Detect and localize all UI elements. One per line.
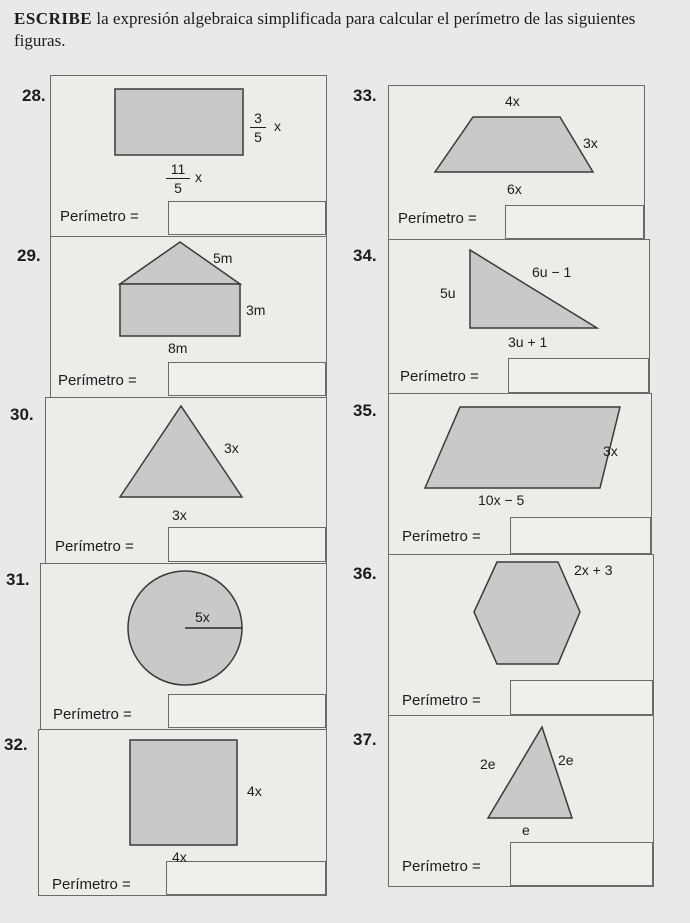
exercise-36-number: 36. [353, 564, 377, 583]
instruction-rest: la expresión algebraica simplificada para calcular el perímetro de las siguientes figuras. [14, 9, 636, 50]
exercise-31-perimeter-label: Perímetro = [53, 706, 132, 723]
ex34-right-triangle [470, 250, 597, 328]
ex29-slant-label: 5m [213, 250, 233, 266]
ex28-side-denominator: 5 [254, 129, 262, 145]
exercise-29-perimeter-label: Perímetro = [58, 372, 137, 389]
ex28-side-numerator: 3 [254, 110, 262, 126]
ex34-hyp-label: 6u − 1 [532, 264, 572, 280]
ex37-base-label: e [522, 822, 530, 838]
ex34-bottom-label: 3u + 1 [508, 334, 548, 350]
exercise-34-perimeter-label: Perímetro = [400, 368, 479, 385]
ex35-base-label: 10x − 5 [478, 492, 525, 508]
exercise-34-number: 34. [353, 246, 377, 265]
ex29-height-label: 3m [246, 302, 266, 318]
ex36-hexagon [474, 562, 580, 664]
ex29-base-label: 8m [168, 340, 188, 356]
ex32-base-label: 4x [172, 849, 187, 865]
ex28-side-variable: x [274, 118, 281, 134]
exercise-33-number: 33. [353, 86, 377, 105]
ex33-right-label: 3x [583, 135, 598, 151]
exercise-35-perimeter-label: Perímetro = [402, 528, 481, 545]
instruction-keyword: ESCRIBE [14, 9, 93, 28]
exercise-37-perimeter-label: Perímetro = [402, 858, 481, 875]
ex37-left-label: 2e [480, 756, 496, 772]
ex32-side-label: 4x [247, 783, 262, 799]
ex35-side-label: 3x [603, 443, 618, 459]
ex28-base-denominator: 5 [174, 180, 182, 196]
ex35-parallelogram [425, 407, 620, 488]
exercise-35-number: 35. [353, 401, 377, 420]
ex28-side-bar [250, 127, 266, 128]
ex33-bottom-label: 6x [507, 181, 522, 197]
ex33-trapezoid [435, 117, 593, 172]
ex28-base-numerator: 11 [170, 161, 186, 177]
ex28-rectangle [115, 89, 243, 155]
exercise-36-perimeter-label: Perímetro = [402, 692, 481, 709]
ex30-side-label: 3x [224, 440, 239, 456]
exercise-32-number: 32. [4, 735, 28, 754]
ex29-rectangle [120, 284, 240, 336]
exercise-28-number: 28. [22, 86, 46, 105]
exercise-28-perimeter-label: Perímetro = [60, 208, 139, 225]
exercise-30-perimeter-label: Perímetro = [55, 538, 134, 555]
ex33-top-label: 4x [505, 93, 520, 109]
ex31-radius-label: 5x [195, 609, 210, 625]
exercise-31-number: 31. [6, 570, 30, 589]
ex28-base-fraction [166, 161, 190, 196]
exercise-32-perimeter-label: Perímetro = [52, 876, 131, 893]
ex28-base-bar [166, 178, 190, 179]
ex37-triangle [488, 727, 572, 818]
ex32-square [130, 740, 237, 845]
exercise-37-number: 37. [353, 730, 377, 749]
ex28-side-fraction [250, 110, 266, 145]
exercise-30-number: 30. [10, 405, 34, 424]
exercise-29-number: 29. [17, 246, 41, 265]
exercise-33-perimeter-label: Perímetro = [398, 210, 477, 227]
ex36-side-label: 2x + 3 [574, 562, 613, 578]
ex34-left-label: 5u [440, 285, 456, 301]
ex37-right-label: 2e [558, 752, 574, 768]
ex30-base-label: 3x [172, 507, 187, 523]
ex28-base-variable: x [195, 169, 202, 185]
